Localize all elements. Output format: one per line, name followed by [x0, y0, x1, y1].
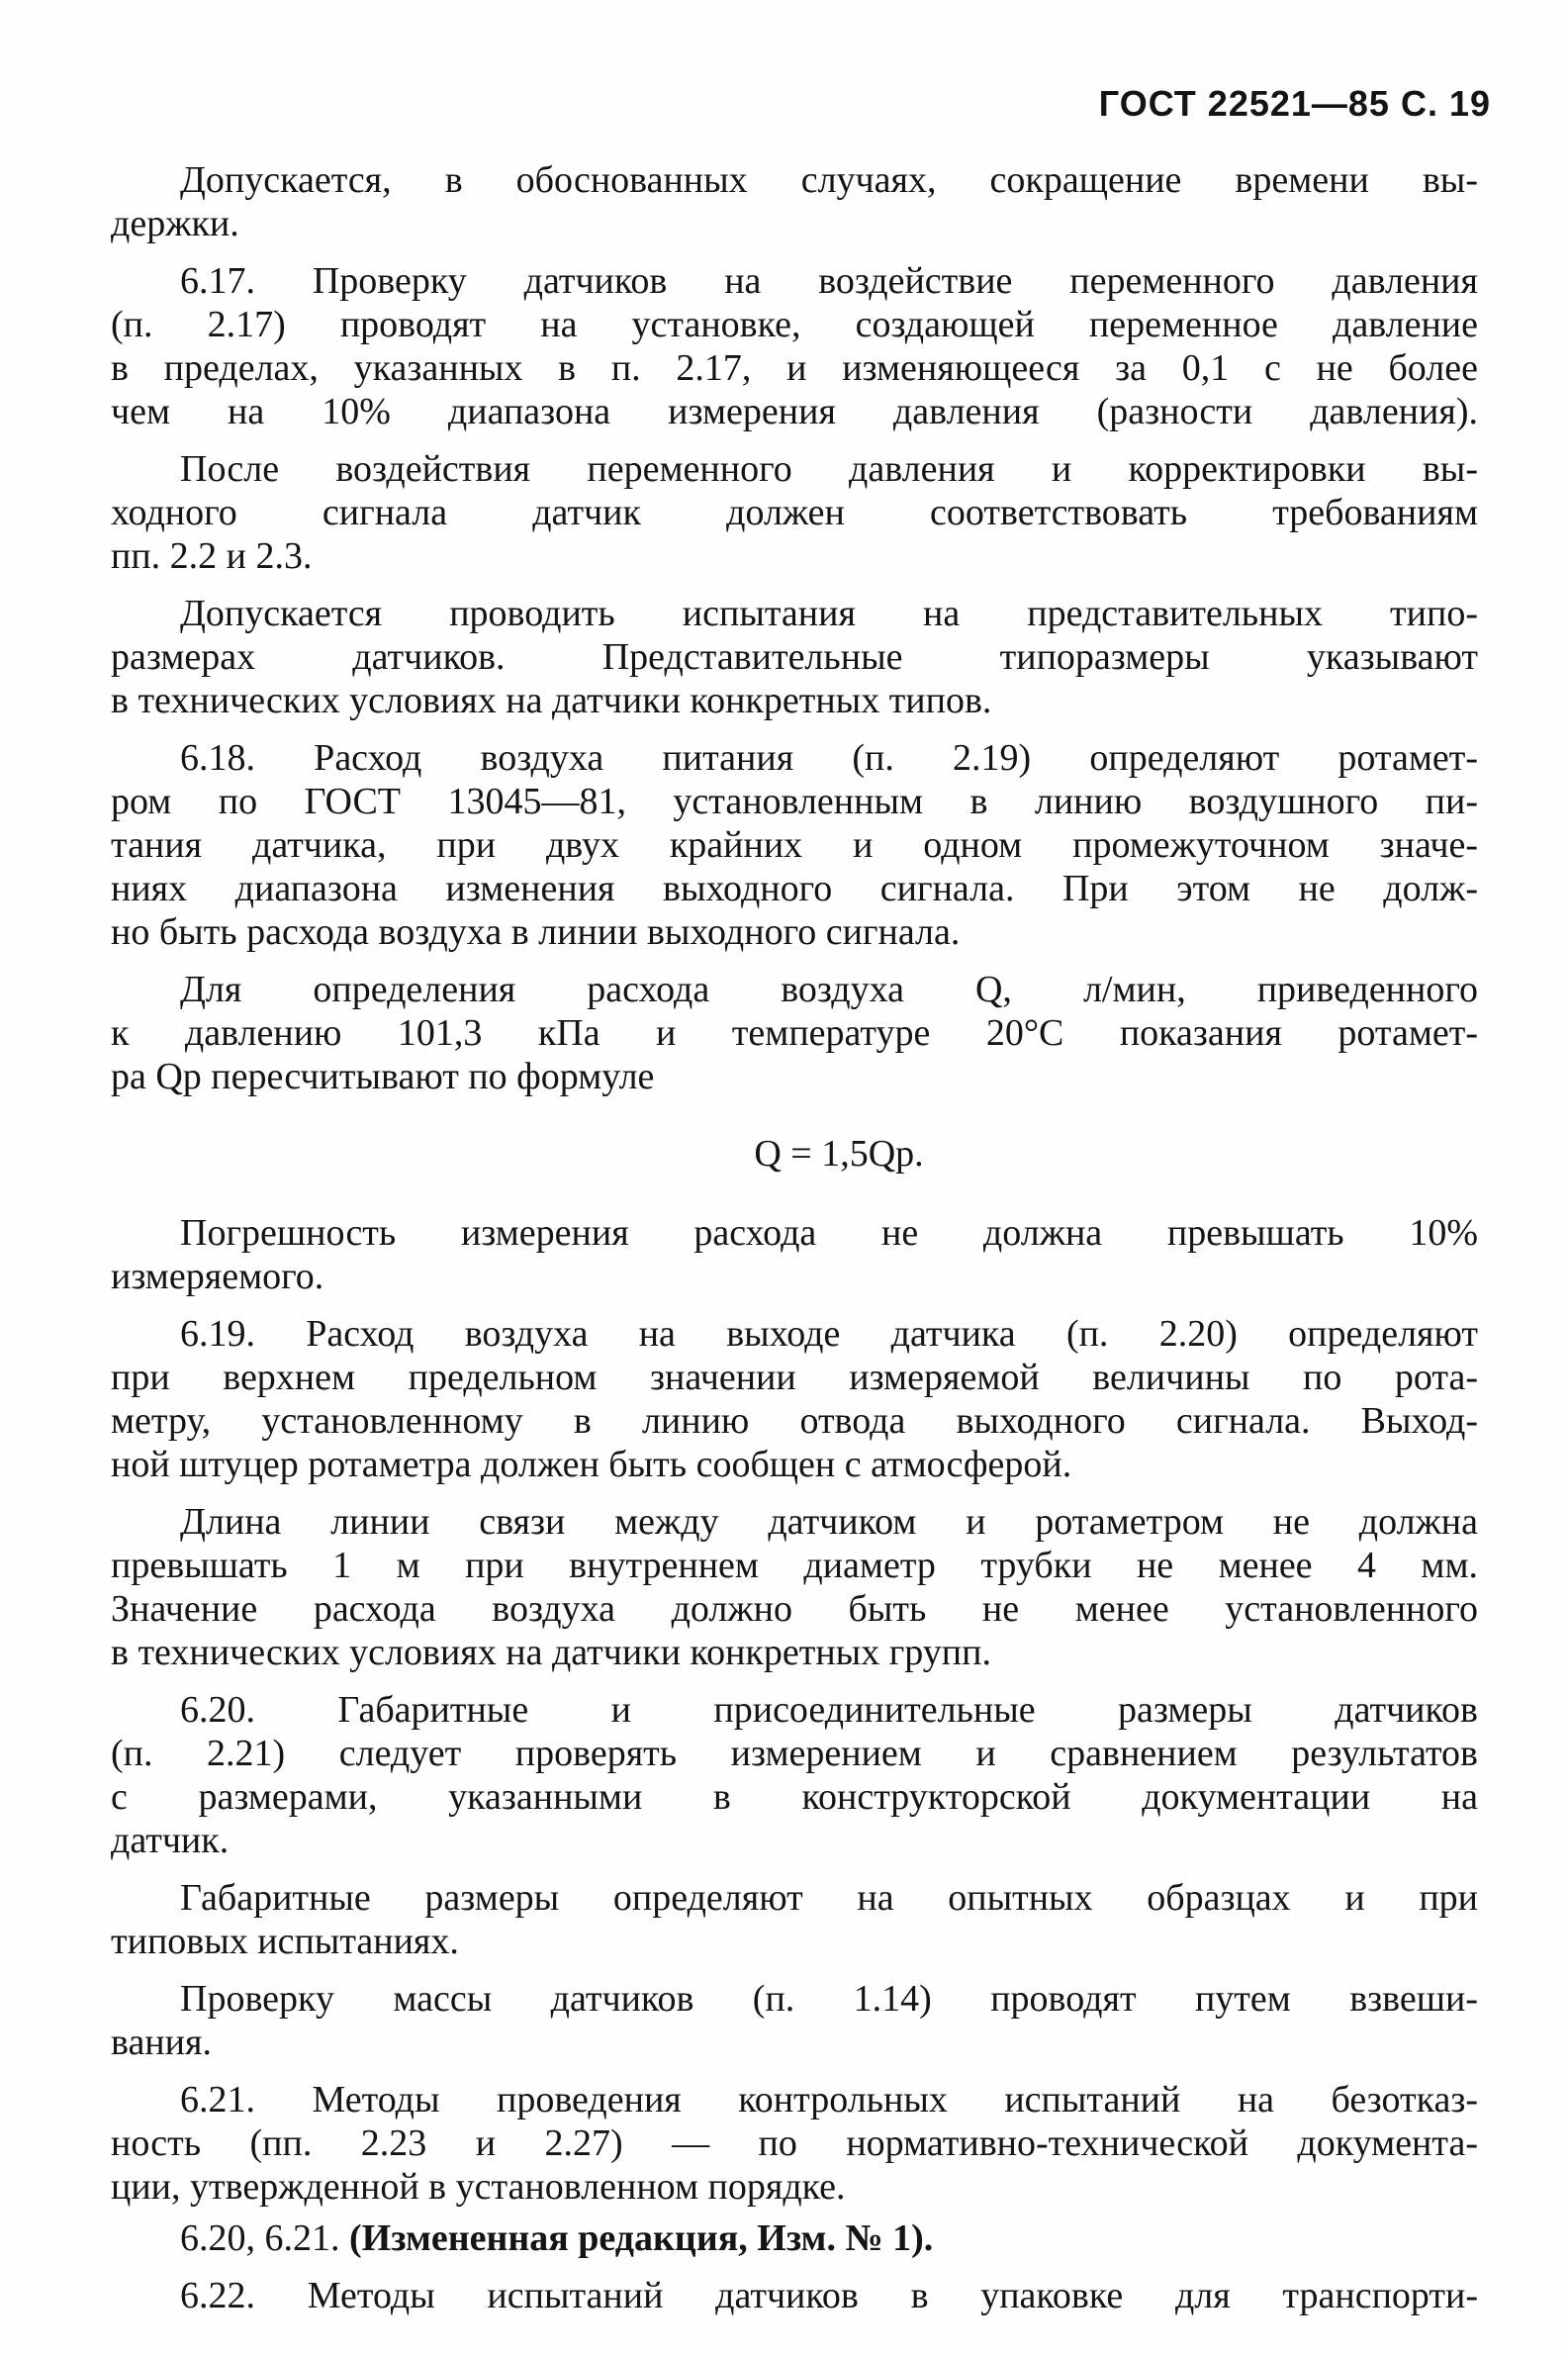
text-line: (п. 2.17) проводят на установке, создающей переменное давление	[111, 304, 1478, 345]
text-line: ходного сигнала датчик должен соответствовать требованиям	[111, 492, 1478, 533]
text-line: 6.19. Расход воздуха на выходе датчика (п. 2.20) определяют	[180, 1313, 1478, 1355]
text-line: Длина линии связи между датчиком и ротаметром не должна	[180, 1501, 1478, 1543]
text-line: в технических условиях на датчики конкретных групп.	[111, 1632, 991, 1673]
text-line: 6.17. Проверку датчиков на воздействие переменного давления	[180, 260, 1478, 302]
text-line: Значение расхода воздуха должно быть не менее установленного	[111, 1588, 1478, 1630]
document-body	[111, 158, 1478, 2317]
text-line: измеряемого.	[111, 1256, 324, 1297]
amendment-note	[180, 2216, 1478, 2260]
text-line: превышать 1 м при внутреннем диаметр трубки не менее 4 мм.	[111, 1545, 1478, 1586]
text-line: с размерами, указанными в конструкторской документации на	[111, 1776, 1478, 1818]
text-line: (п. 2.21) следует проверять измерением и сравнением результатов	[111, 1733, 1478, 1774]
text-line: тания датчика, при двух крайних и одном промежуточном значе-	[111, 824, 1478, 866]
amendment-label: (Измененная редакция, Изм. № 1).	[349, 2217, 934, 2259]
text-line: держки.	[111, 203, 239, 244]
text-line: ром по ГОСТ 13045—81, установленным в линию воздушного пи-	[111, 781, 1478, 822]
text-line: датчик.	[111, 1820, 230, 1861]
text-line: 6.21. Методы проведения контрольных испытаний на безотказ-	[180, 2079, 1478, 2120]
text-line: метру, установленному в линию отвода выходного сигнала. Выход-	[111, 1400, 1478, 1442]
text-line: 6.20. Габаритные и присоединительные размеры датчиков	[180, 1689, 1478, 1731]
text-line: Для определения расхода воздуха Q, л/мин, приведенного	[180, 969, 1478, 1010]
text-line: при верхнем предельном значении измеряемой величины по рота-	[111, 1357, 1478, 1398]
text-line: Проверку массы датчиков (п. 1.14) проводят путем взвеши-	[180, 1978, 1478, 2020]
text-line: но быть расхода воздуха в линии выходного сигнала.	[111, 911, 961, 953]
text-line: После воздействия переменного давления и корректировки вы-	[180, 448, 1478, 490]
text-line: ниях диапазона изменения выходного сигнала. При этом не долж-	[111, 868, 1478, 909]
text-line: 6.22. Методы испытаний датчиков в упаковке для транспорти-	[180, 2275, 1478, 2316]
amendment-clauses: 6.20, 6.21.	[180, 2217, 349, 2259]
text-line: Габаритные размеры определяют на опытных образцах и при	[180, 1877, 1478, 1919]
text-line: вания.	[111, 2022, 212, 2063]
text-line: к давлению 101,3 кПа и температуре 20°С показания ротамет-	[111, 1012, 1478, 1054]
text-line: в технических условиях на датчики конкретных типов.	[111, 680, 992, 721]
text-line: пп. 2.2 и 2.3.	[111, 535, 313, 577]
text-line: Допускается, в обоснованных случаях, сокращение времени вы-	[180, 159, 1478, 201]
text-line: ной штуцер ротаметра должен быть сообщен с атмосферой.	[111, 1444, 1072, 1485]
page-header: ГОСТ 22521—85 С. 19	[1098, 83, 1491, 124]
text-line: ра Qр пересчитывают по формуле	[111, 1056, 655, 1097]
text-line: Погрешность измерения расхода не должна превышать 10%	[180, 1212, 1478, 1254]
text-line: ции, утвержденной в установленном порядке.	[111, 2166, 846, 2208]
text-line: в пределах, указанных в п. 2.17, и изменяющееся за 0,1 с не более	[111, 347, 1478, 389]
text-line: ность (пп. 2.23 и 2.27) — по нормативно-технической документа-	[111, 2122, 1478, 2164]
text-line: типовых испытаниях.	[111, 1921, 459, 1962]
text-line: 6.18. Расход воздуха питания (п. 2.19) определяют ротамет-	[180, 737, 1478, 779]
formula: Q = 1,5Qр.	[754, 1133, 924, 1175]
text-line: размерах датчиков. Представительные типоразмеры указывают	[111, 636, 1478, 678]
text-line: Допускается проводить испытания на представительных типо-	[180, 593, 1478, 634]
text-line: чем на 10% диапазона измерения давления (разности давления).	[111, 391, 1478, 432]
